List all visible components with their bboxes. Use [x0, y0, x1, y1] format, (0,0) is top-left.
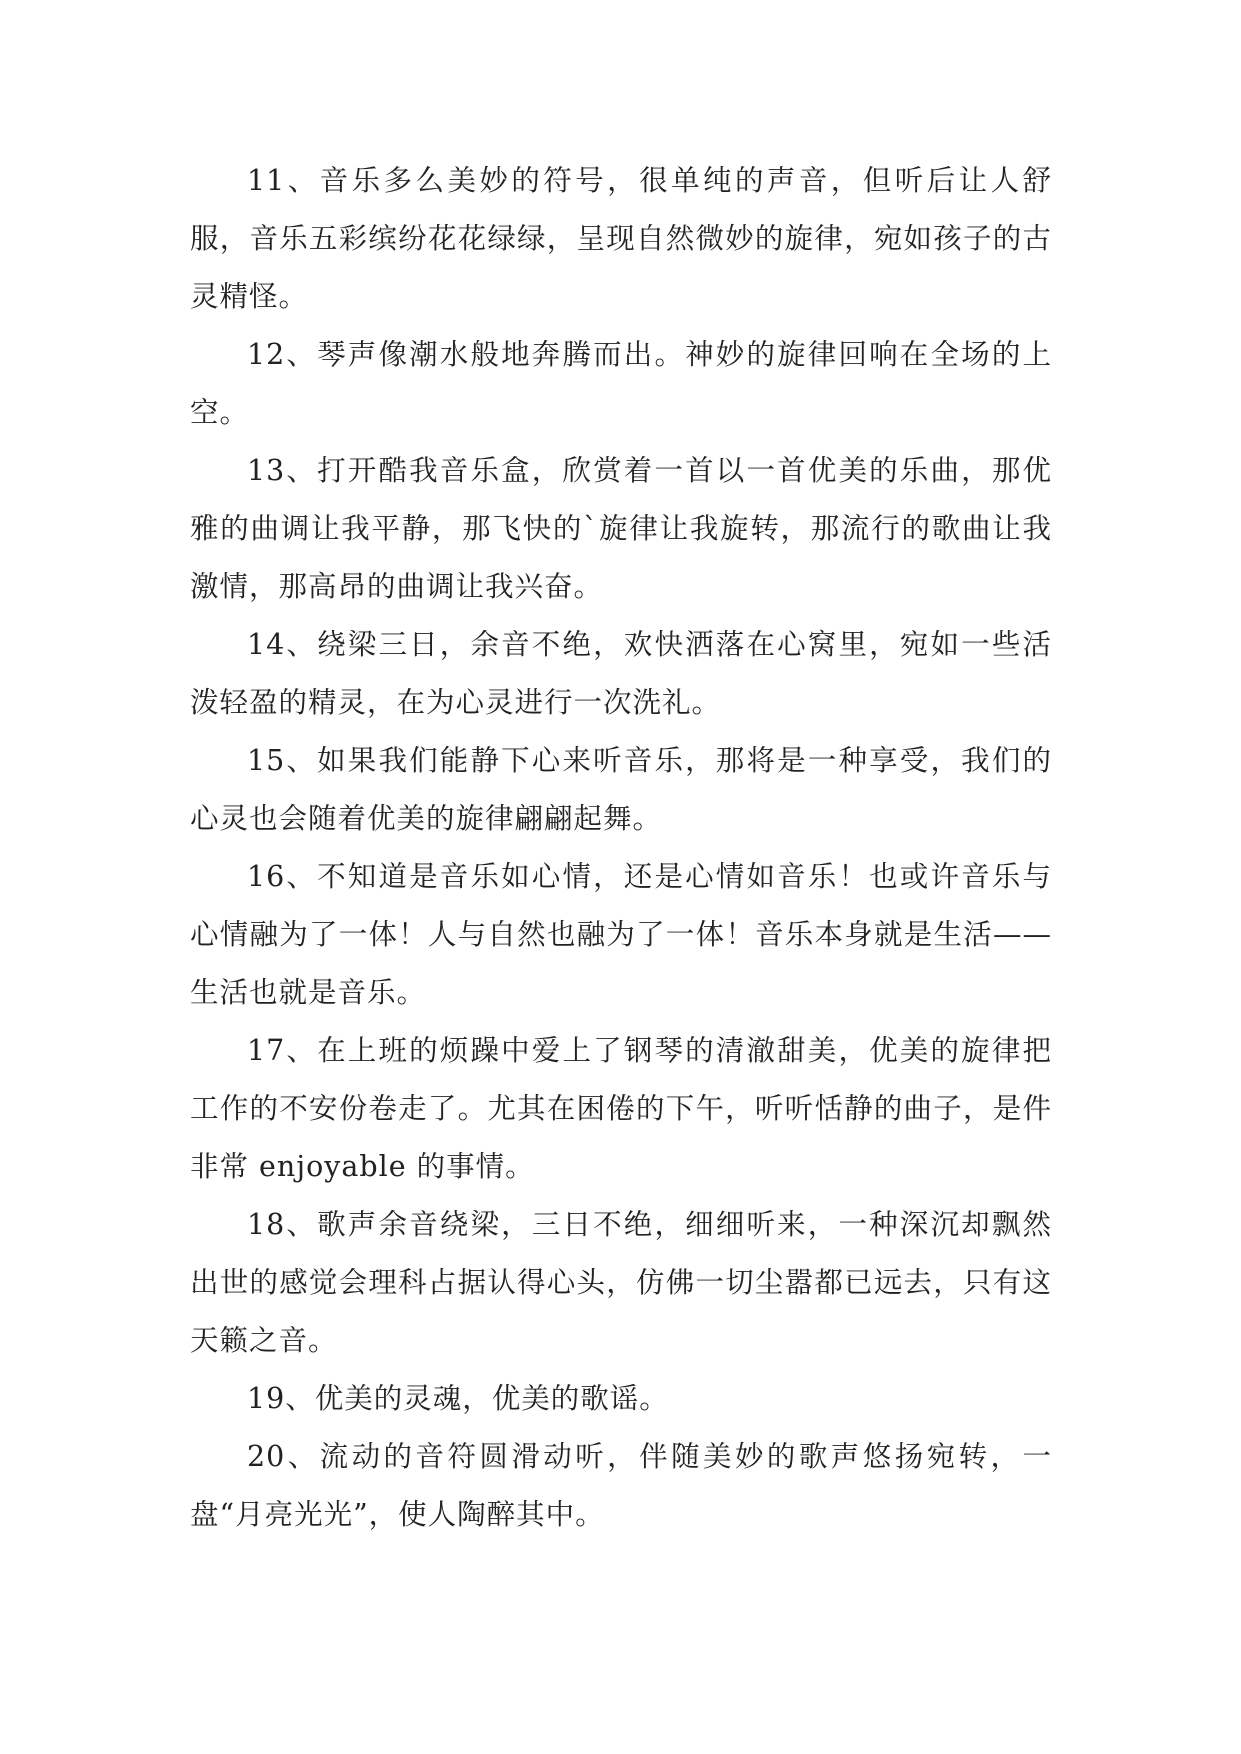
document-body — [190, 152, 1052, 1544]
paragraph-14: 14、绕梁三日，余音不绝，欢快洒落在心窝里，宛如一些活泼轻盈的精灵，在为心灵进行一次洗礼。 — [190, 628, 1052, 719]
paragraph-16: 16、不知道是音乐如心情，还是心情如音乐！也或许音乐与心情融为了一体！人与自然也融为了一体！音乐本身就是生活——生活也就是音乐。 — [190, 860, 1052, 1009]
paragraph-15: 15、如果我们能静下心来听音乐，那将是一种享受，我们的心灵也会随着优美的旋律翩翩起舞。 — [190, 744, 1052, 835]
paragraph-20: 20、流动的音符圆滑动听，伴随美妙的歌声悠扬宛转，一盘“月亮光光”，使人陶醉其中。 — [190, 1440, 1052, 1531]
paragraph-17: 17、在上班的烦躁中爱上了钢琴的清澈甜美，优美的旋律把工作的不安份卷走了。尤其在困倦的下午，听听恬静的曲子，是件非常 enjoyable 的事情。 — [190, 1034, 1052, 1183]
paragraph-11: 11、音乐多么美妙的符号，很单纯的声音，但听后让人舒服，音乐五彩缤纷花花绿绿，呈现自然微妙的旋律，宛如孩子的古灵精怪。 — [190, 164, 1052, 313]
paragraph-13: 13、打开酷我音乐盒，欣赏着一首以一首优美的乐曲，那优雅的曲调让我平静，那飞快的`旋律让我旋转，那流行的歌曲让我激情，那高昂的曲调让我兴奋。 — [190, 454, 1052, 603]
paragraph-18: 18、歌声余音绕梁，三日不绝，细细听来，一种深沉却飘然出世的感觉会理科占据认得心头，仿佛一切尘嚣都已远去，只有这天籁之音。 — [190, 1208, 1052, 1357]
paragraph-19: 19、优美的灵魂，优美的歌谣。 — [247, 1382, 669, 1415]
paragraph-12: 12、琴声像潮水般地奔腾而出。神妙的旋律回响在全场的上空。 — [190, 338, 1052, 429]
